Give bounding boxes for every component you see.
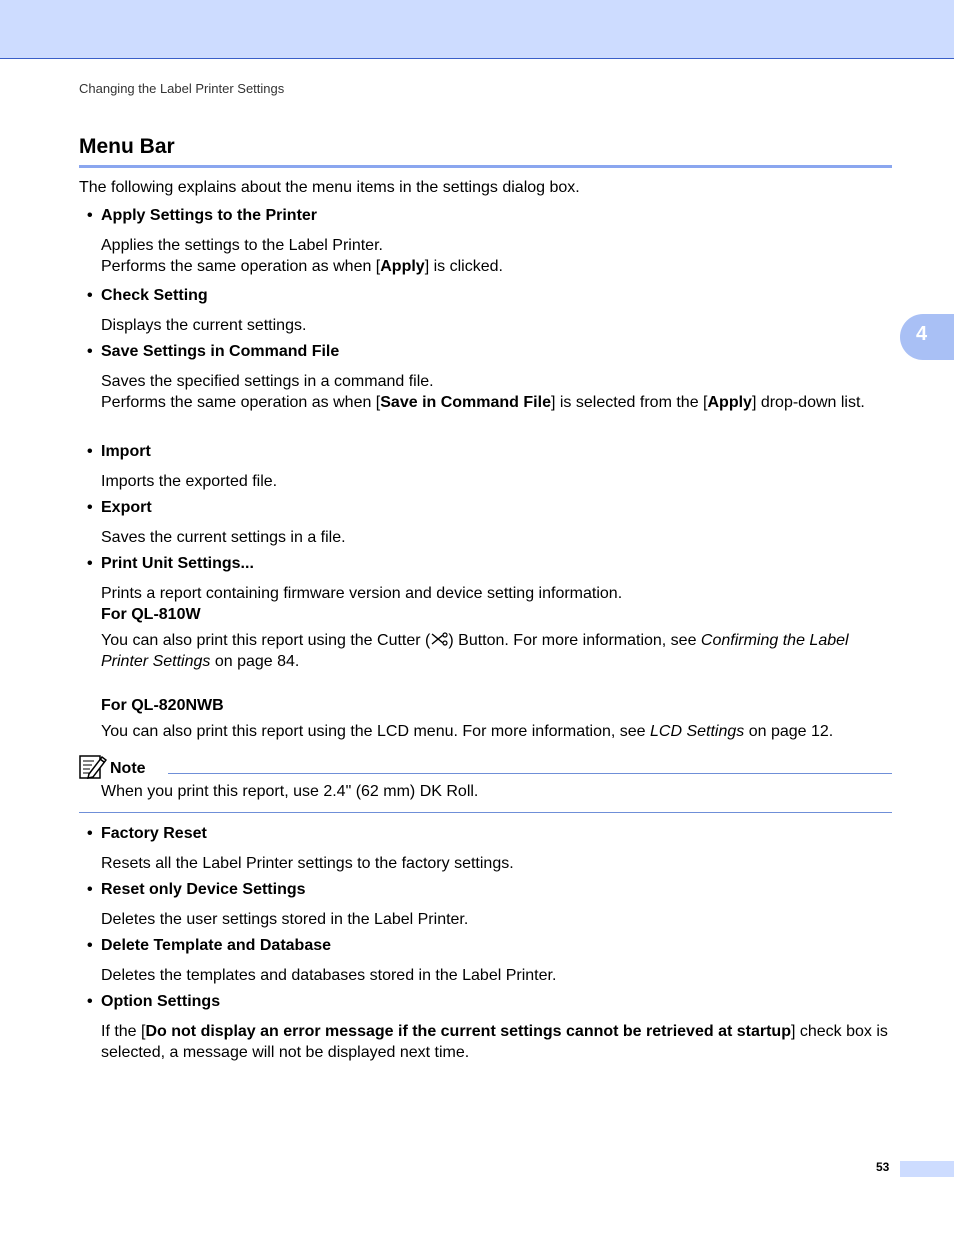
- item-desc-save-settings: Saves the specified settings in a command file. Performs the same operation as when [Save in Command File] is selected from the [Apply] drop-down list.: [101, 373, 865, 411]
- model-heading-ql810w: For QL-810W: [101, 606, 201, 623]
- item-desc-reset-device-settings: Deletes the user settings stored in the Label Printer.: [101, 911, 469, 928]
- cutter-icon: [430, 632, 448, 646]
- model-desc-ql820nwb: You can also print this report using the LCD menu. For more information, see LCD Settings on page 12.: [101, 723, 834, 740]
- bullet: •: [87, 287, 93, 304]
- item-heading-delete-template: • Delete Template and Database: [87, 937, 332, 954]
- item-desc-export: Saves the current settings in a file.: [101, 529, 346, 546]
- page-number: 53: [876, 1160, 890, 1174]
- item-desc-delete-template: Deletes the templates and databases stored in the Label Printer.: [101, 967, 557, 984]
- item-heading-export: • Export: [87, 499, 152, 516]
- item-desc-check-setting: Displays the current settings.: [101, 317, 307, 334]
- item-desc-import: Imports the exported file.: [101, 473, 278, 490]
- bullet: •: [87, 207, 93, 224]
- chapter-number: 4: [916, 323, 928, 345]
- chapter-tab: [900, 314, 954, 360]
- item-heading-print-unit-settings: • Print Unit Settings...: [87, 555, 254, 572]
- bullet: •: [87, 825, 93, 842]
- intro-paragraph: The following explains about the menu items in the settings dialog box.: [79, 179, 580, 196]
- note-pencil-icon: [79, 753, 107, 780]
- page-title: Menu Bar: [79, 135, 175, 158]
- item-desc-factory-reset: Resets all the Label Printer settings to the factory settings.: [101, 855, 514, 872]
- bullet: •: [87, 937, 93, 954]
- top-header-band: [0, 0, 954, 59]
- item-heading-factory-reset: • Factory Reset: [87, 825, 207, 842]
- page-number-tab: [900, 1161, 954, 1177]
- item-heading-option-settings: • Option Settings: [87, 993, 221, 1010]
- note-label: Note: [110, 760, 146, 777]
- item-desc-print-unit-settings: Prints a report containing firmware version and device setting information.: [101, 585, 623, 602]
- note-box: [79, 752, 892, 813]
- model-desc-ql810w: You can also print this report using the Cutter ( ) Button. For more information, see Confirming the Label Printer Settings on page 84.: [101, 632, 849, 670]
- title-underline: [79, 165, 892, 168]
- bullet: •: [87, 555, 93, 572]
- model-heading-ql820nwb: For QL-820NWB: [101, 697, 224, 714]
- item-heading-check-setting: • Check Setting: [87, 287, 208, 304]
- item-heading-import: • Import: [87, 443, 151, 460]
- bullet: •: [87, 881, 93, 898]
- item-heading-save-settings: • Save Settings in Command File: [87, 343, 340, 360]
- note-rule: [168, 773, 892, 774]
- item-heading-apply-settings: • Apply Settings to the Printer: [87, 207, 318, 224]
- item-heading-reset-device-settings: • Reset only Device Settings: [87, 881, 306, 898]
- bullet: •: [87, 499, 93, 516]
- note-text: When you print this report, use 2.4" (62 mm) DK Roll.: [101, 783, 479, 800]
- bullet: •: [87, 343, 93, 360]
- bullet: •: [87, 993, 93, 1010]
- bullet: •: [87, 443, 93, 460]
- item-desc-option-settings: If the [Do not display an error message if the current settings cannot be retrieved at startup] check box is selected, a message will not be displayed next time.: [101, 1023, 888, 1061]
- item-desc-apply-settings: Applies the settings to the Label Printer. Performs the same operation as when [Apply] is clicked.: [101, 237, 503, 275]
- running-header: Changing the Label Printer Settings: [79, 81, 285, 96]
